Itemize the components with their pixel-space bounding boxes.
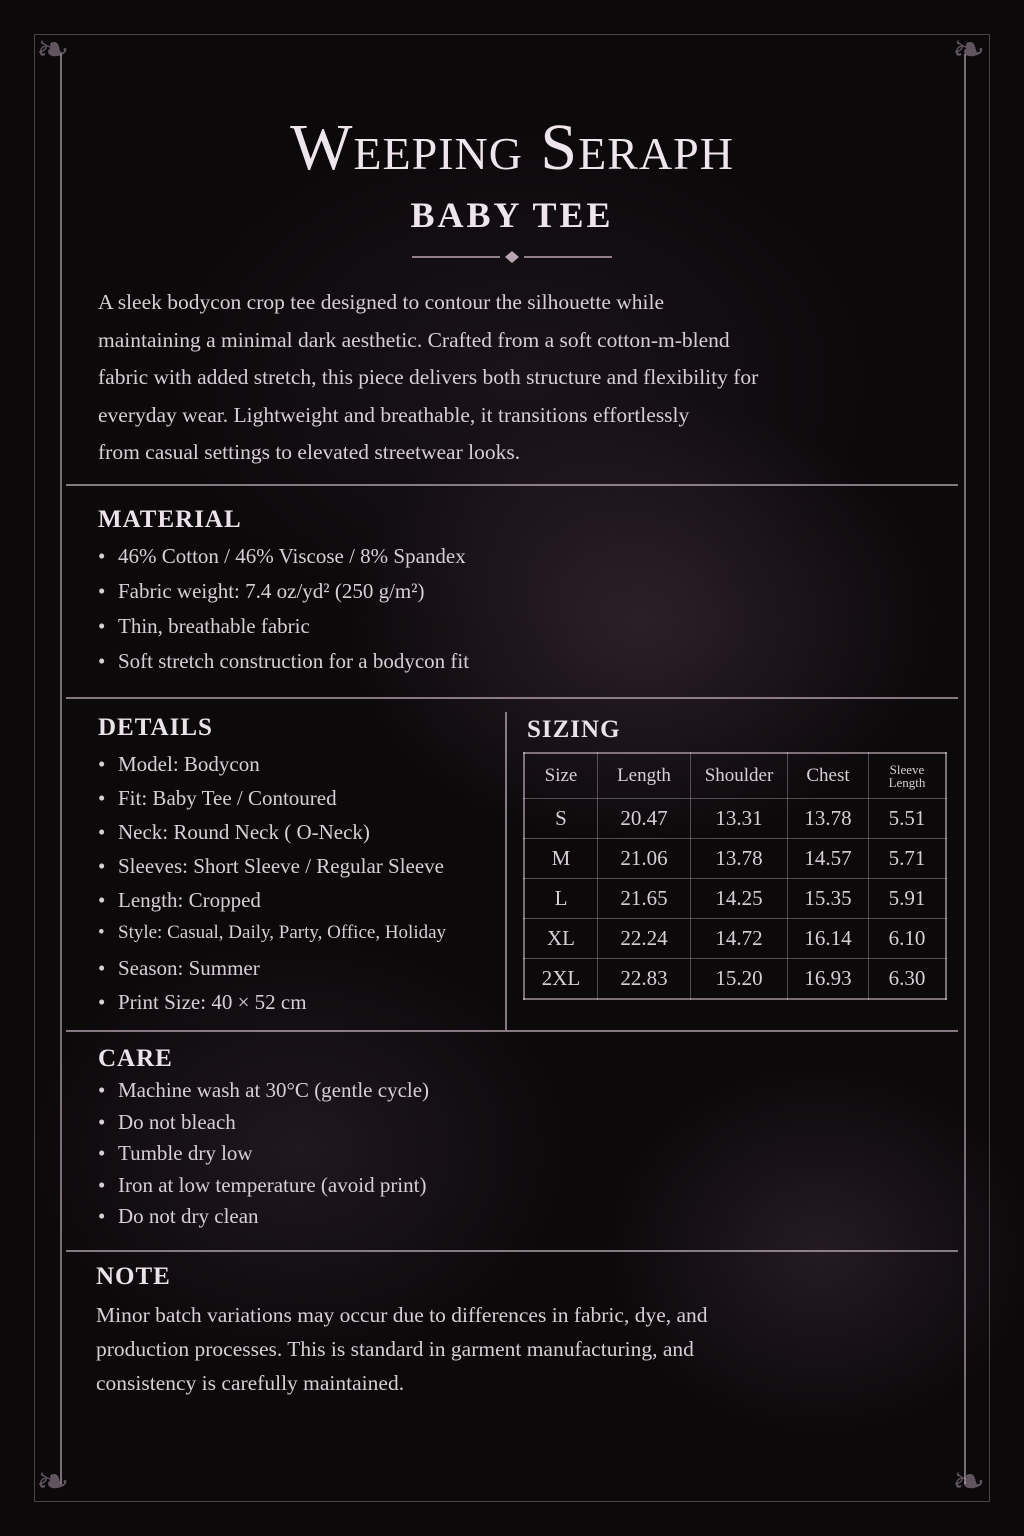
table-row — [524, 799, 946, 839]
size-chart-table — [523, 752, 947, 1000]
note-line: consistency is carefully maintained. — [96, 1371, 405, 1395]
table-cell: 14.25 — [691, 879, 788, 919]
table-row — [524, 879, 946, 919]
table-cell: 16.93 — [788, 959, 869, 1000]
material-list — [98, 544, 469, 684]
table-cell: 15.20 — [691, 959, 788, 1000]
care-heading: CARE — [98, 1045, 173, 1072]
section-divider — [66, 1250, 958, 1252]
list-item: • Thin, breathable fabric — [98, 614, 469, 649]
table-cell: 5.71 — [869, 839, 947, 879]
column-header: Size — [524, 753, 598, 799]
list-item: • Soft stretch construction for a bodycon fit — [98, 649, 469, 684]
list-item: • Sleeves: Short Sleeve / Regular Sleeve — [98, 854, 446, 888]
column-header: Shoulder — [691, 753, 788, 799]
note-line: Minor batch variations may occur due to differences in fabric, dye, and — [96, 1303, 708, 1327]
description-line: A sleek bodycon crop tee designed to contour the silhouette while — [98, 290, 665, 314]
list-item: • Fabric weight: 7.4 oz/yd² (250 g/m²) — [98, 579, 469, 614]
table-cell: 13.78 — [691, 839, 788, 879]
column-header: Chest — [788, 753, 869, 799]
table-cell: S — [524, 799, 598, 839]
product-subtitle: BABY TEE — [410, 195, 614, 235]
table-cell: 22.83 — [598, 959, 691, 1000]
description-line: from casual settings to elevated streetwear looks. — [98, 440, 521, 464]
corner-ornament-icon: ❧ — [952, 27, 986, 72]
table-cell: 14.72 — [691, 919, 788, 959]
list-item: • Season: Summer — [98, 956, 446, 990]
material-heading: MATERIAL — [98, 506, 242, 533]
product-title: Weeping Seraph — [290, 111, 734, 184]
table-cell: 6.10 — [869, 919, 947, 959]
table-cell: 21.65 — [598, 879, 691, 919]
care-list — [98, 1078, 429, 1236]
column-header: Length — [598, 753, 691, 799]
table-cell: 6.30 — [869, 959, 947, 1000]
note-heading: NOTE — [96, 1263, 171, 1290]
table-cell: XL — [524, 919, 598, 959]
section-divider — [66, 697, 958, 699]
table-cell: 15.35 — [788, 879, 869, 919]
table-cell: 5.51 — [869, 799, 947, 839]
description-line: everyday wear. Lightweight and breathable, it transitions effortlessly — [98, 402, 690, 427]
product-description — [98, 284, 938, 472]
table-cell: M — [524, 839, 598, 879]
table-cell: 13.31 — [691, 799, 788, 839]
column-header-line: Length — [888, 775, 926, 790]
list-item: • Do not bleach — [98, 1110, 429, 1142]
description-line: fabric with added stretch, this piece delivers both structure and flexibility for — [98, 365, 759, 389]
corner-ornament-icon: ❧ — [36, 1459, 70, 1504]
details-heading: DETAILS — [98, 714, 213, 741]
title-divider-ornament-icon — [412, 250, 612, 264]
table-cell: 20.47 — [598, 799, 691, 839]
section-divider — [66, 1030, 958, 1032]
column-header — [869, 753, 947, 799]
table-header-row — [524, 753, 946, 799]
table-row — [524, 839, 946, 879]
table-cell: 22.24 — [598, 919, 691, 959]
column-header-line: Sleeve — [889, 762, 925, 777]
section-divider — [66, 484, 958, 486]
details-list — [98, 752, 446, 1024]
table-cell: 5.91 — [869, 879, 947, 919]
table-cell: 13.78 — [788, 799, 869, 839]
list-item: • Machine wash at 30°C (gentle cycle) — [98, 1078, 429, 1110]
column-divider — [505, 712, 507, 1030]
table-cell: 14.57 — [788, 839, 869, 879]
list-item: • Fit: Baby Tee / Contoured — [98, 786, 446, 820]
table-row — [524, 959, 946, 1000]
table-cell: 16.14 — [788, 919, 869, 959]
note-line: production processes. This is standard in garment manufacturing, and — [96, 1337, 694, 1361]
list-item: • Model: Bodycon — [98, 752, 446, 786]
table-cell: L — [524, 879, 598, 919]
list-item: • Style: Casual, Daily, Party, Office, Holiday — [98, 922, 446, 956]
note-text — [96, 1298, 916, 1400]
list-item: • 46% Cotton / 46% Viscose / 8% Spandex — [98, 544, 469, 579]
table-cell: 2XL — [524, 959, 598, 1000]
list-item: • Tumble dry low — [98, 1141, 429, 1173]
list-item: • Do not dry clean — [98, 1204, 429, 1236]
list-item: • Iron at low temperature (avoid print) — [98, 1173, 429, 1205]
table-cell: 21.06 — [598, 839, 691, 879]
sizing-heading: SIZING — [527, 716, 621, 743]
list-item: • Neck: Round Neck ( O-Neck) — [98, 820, 446, 854]
table-row — [524, 919, 946, 959]
description-line: maintaining a minimal dark aesthetic. Crafted from a soft cotton-m-blend — [98, 327, 730, 352]
corner-ornament-icon: ❧ — [36, 27, 70, 72]
list-item: • Print Size: 40 × 52 cm — [98, 990, 446, 1024]
corner-ornament-icon: ❧ — [952, 1459, 986, 1504]
list-item: • Length: Cropped — [98, 888, 446, 922]
